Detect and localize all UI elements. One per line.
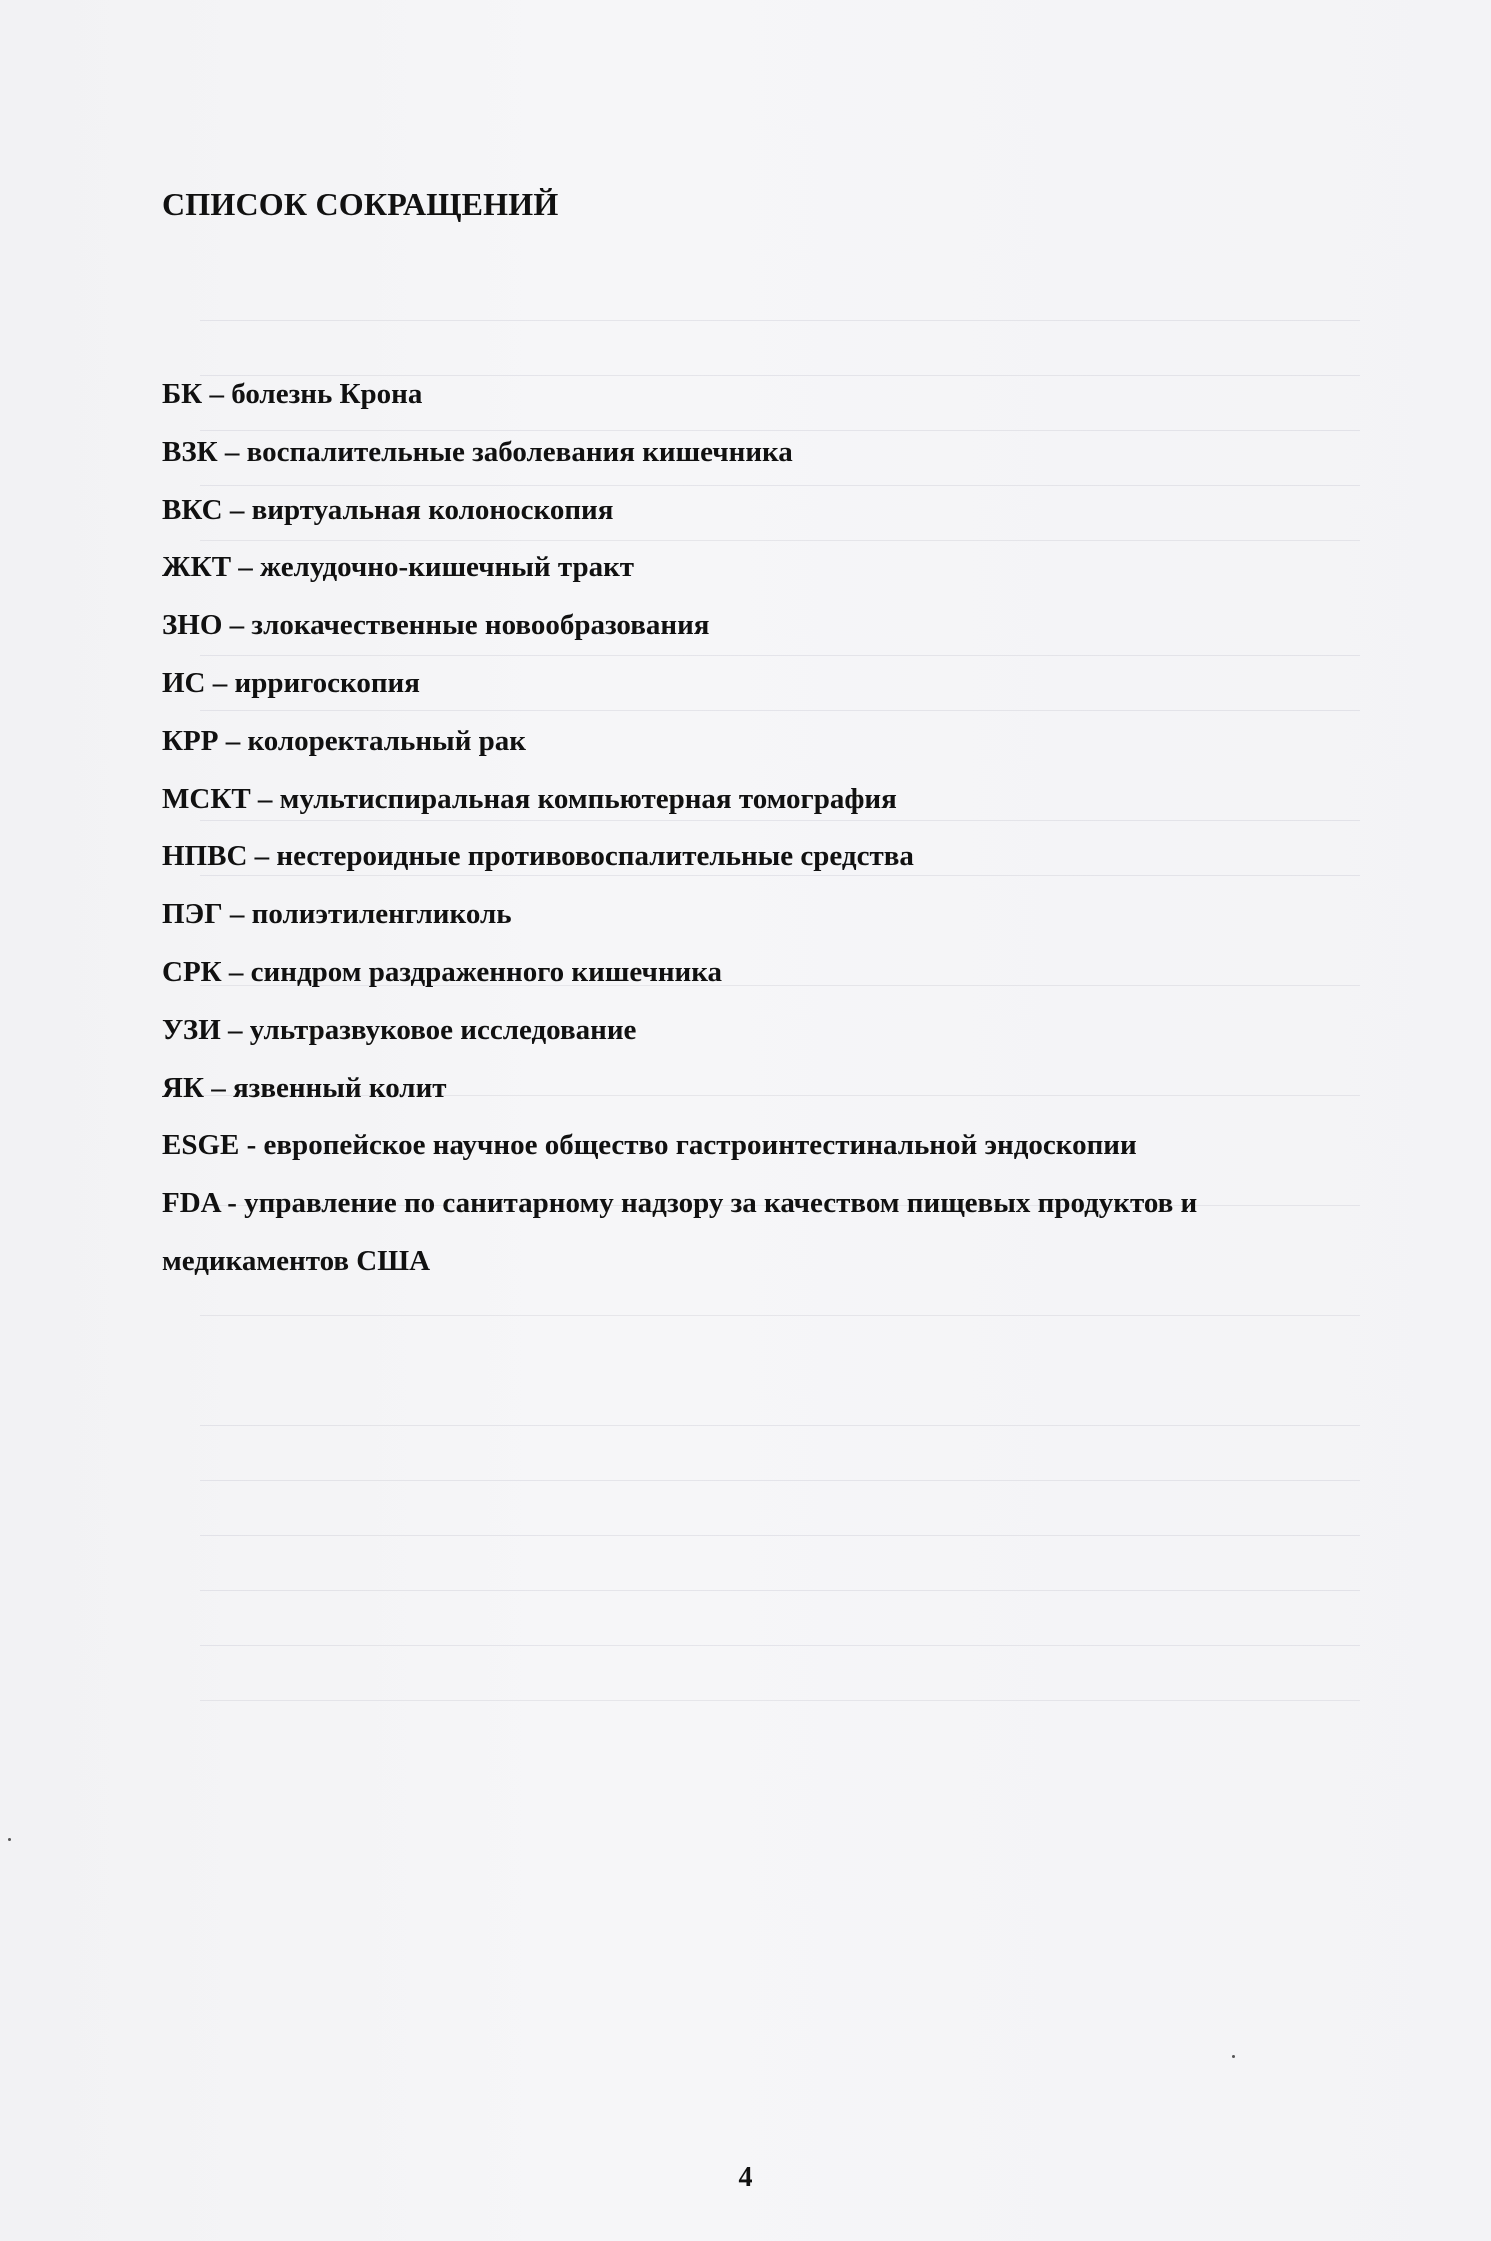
scan-speck xyxy=(8,1838,11,1841)
list-item: КРР – колоректальный рак xyxy=(162,724,526,757)
abbreviations-section xyxy=(162,186,1342,1277)
list-item: ВЗК – воспалительные заболевания кишечника xyxy=(162,435,793,468)
list-item: ЖКТ – желудочно-кишечный тракт xyxy=(162,551,635,584)
list-item: ЗНО – злокачественные новообразования xyxy=(162,609,710,642)
page-title: СПИСОК СОКРАЩЕНИЙ xyxy=(162,186,559,222)
list-item: БК – болезнь Крона xyxy=(162,378,423,410)
page-number: 4 xyxy=(738,2162,753,2193)
abbreviation-list xyxy=(162,366,1342,1291)
list-item: ЯК – язвенный колит xyxy=(162,1071,447,1104)
list-item: FDA - управление по санитарному надзору за качеством пищевых продуктов и медикаментов США xyxy=(162,1187,1198,1277)
list-item: УЗИ – ультразвуковое исследование xyxy=(162,1013,637,1046)
list-item: ПЭГ – полиэтиленгликоль xyxy=(162,898,512,931)
list-item: СРК – синдром раздраженного кишечника xyxy=(162,955,723,988)
scan-speck xyxy=(1232,2055,1235,2058)
list-item: ВКС – виртуальная колоноскопия xyxy=(162,493,614,526)
list-item: НПВС – нестероидные противовоспалительные средства xyxy=(162,840,914,873)
list-item: ИС – ирригоскопия xyxy=(162,666,420,699)
list-item: ESGE - европейское научное общество гастроинтестинальной эндоскопии xyxy=(162,1129,1137,1162)
list-item: МСКТ – мультиспиральная компьютерная томография xyxy=(162,782,897,815)
